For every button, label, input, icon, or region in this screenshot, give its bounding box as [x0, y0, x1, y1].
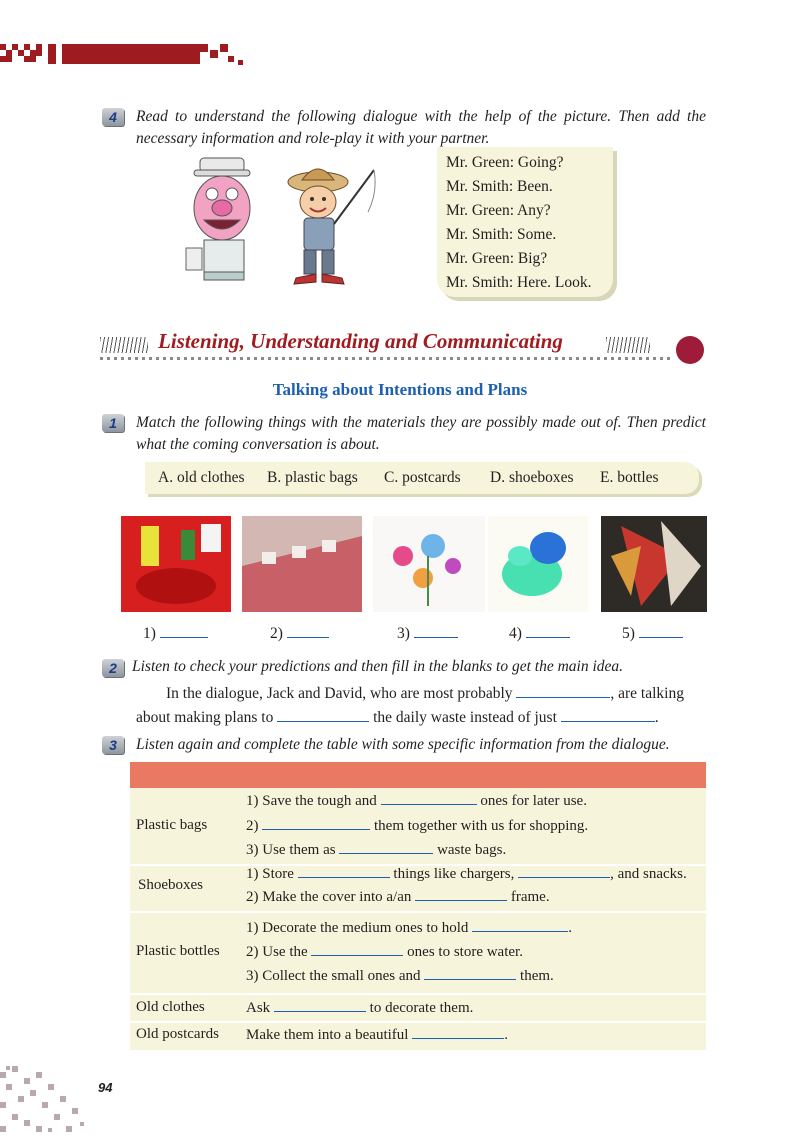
banner-pixel [24, 56, 36, 62]
page-number: 94 [98, 1080, 113, 1095]
photo-2-image [242, 516, 362, 612]
table-text: them. [520, 968, 554, 984]
option-a: A. old clothes [158, 469, 245, 486]
table-row-line [246, 1026, 508, 1044]
banner-pixel [36, 44, 42, 56]
answer-3 [397, 625, 458, 643]
section-title: Listening, Understanding and Communicating [158, 329, 563, 353]
banner-pixel [48, 44, 56, 64]
dialogue-line: Mr. Green: Any? [446, 202, 551, 219]
activity-1-badge: 1 [102, 414, 124, 432]
answer-label: 4) [509, 625, 522, 642]
dialogue-line: Mr. Green: Going? [446, 154, 564, 171]
table-text: Ask [246, 1000, 271, 1016]
activity-2-instruction: Listen to check your predictions and then fill in the blanks to get the main idea. [132, 658, 624, 675]
dotted-divider [100, 357, 672, 360]
table-row-line [246, 943, 523, 961]
table-text: 2) Use the [246, 944, 308, 960]
main-idea-blank[interactable] [561, 709, 655, 722]
photo-3 [373, 516, 485, 612]
activity-3-badge: 3 [102, 736, 124, 754]
main-idea-text: the daily waste instead of just [373, 709, 557, 726]
table-text: things like chargers, [393, 866, 515, 882]
answer-blank[interactable] [287, 625, 329, 638]
answer-label: 2) [270, 625, 283, 642]
main-idea-text: , are talking [610, 685, 684, 702]
answer-label: 3) [397, 625, 410, 642]
table-text: 1) Store [246, 866, 294, 882]
answer-blank[interactable] [160, 625, 208, 638]
photo-4-image [488, 516, 588, 612]
table-text: ones for later use. [480, 793, 587, 809]
photo-5-image [601, 516, 707, 612]
table-row-line [246, 865, 687, 883]
table-blank[interactable] [472, 919, 568, 932]
main-idea-blank[interactable] [277, 709, 369, 722]
table-row-divider [130, 911, 706, 913]
heading-hatch-left [100, 337, 148, 353]
dialogue-line: Mr. Smith: Some. [446, 226, 557, 243]
banner-pixel [200, 44, 208, 52]
photo-1 [121, 516, 231, 612]
table-row-line [246, 888, 550, 906]
table-text: them together with us for shopping. [374, 818, 589, 834]
answer-label: 1) [143, 625, 156, 642]
dialogue-line: Mr. Green: Big? [446, 250, 548, 267]
table-row-item: Old clothes [136, 999, 205, 1015]
table-row-line [246, 999, 473, 1017]
table-blank[interactable] [415, 888, 507, 901]
answer-blank[interactable] [414, 625, 458, 638]
table-text: to decorate them. [369, 1000, 474, 1016]
table-text: 2) [246, 818, 259, 834]
main-idea-line-1 [166, 683, 684, 705]
photo-3-image [373, 516, 485, 612]
table-text: 1) Decorate the medium ones to hold [246, 920, 469, 936]
dialogue-line: Mr. Smith: Been. [446, 178, 553, 195]
table-row-line [246, 967, 554, 985]
answer-label: 5) [622, 625, 635, 642]
table-text: waste bags. [437, 842, 507, 858]
table-text: ones to store water. [407, 944, 523, 960]
table-blank[interactable] [381, 792, 477, 805]
table-blank[interactable] [298, 865, 390, 878]
footer-pixel-pattern [0, 1066, 92, 1138]
cartoon-fishermen-illustration [178, 152, 378, 292]
table-text: 3) Use them as [246, 842, 336, 858]
table-blank[interactable] [412, 1026, 504, 1039]
table-text: 2) Make the cover into a/an [246, 889, 412, 905]
table-row-item: Plastic bags [136, 817, 208, 833]
table-row-line [246, 817, 588, 835]
table-row-divider [130, 993, 706, 995]
answer-2 [270, 625, 329, 643]
activity-2-badge: 2 [102, 659, 124, 677]
answer-blank[interactable] [639, 625, 683, 638]
section-subtitle: Talking about Intentions and Plans [272, 380, 528, 399]
activity-1-instruction: Match the following things with the materials they are possibly made out of. Then predict what the coming conversation is about. [136, 414, 706, 453]
option-e: E. bottles [600, 469, 659, 486]
table-text: , and snacks. [610, 866, 687, 882]
table-row-line [246, 919, 572, 937]
table-header [130, 762, 706, 788]
table-text: 3) Collect the small ones and [246, 968, 421, 984]
banner-pixel [238, 60, 243, 65]
photo-2 [242, 516, 362, 612]
table-text: . [568, 920, 572, 936]
table-row-item: Plastic bottles [136, 943, 220, 959]
table-blank[interactable] [339, 841, 433, 854]
table-blank[interactable] [262, 817, 370, 830]
mr-green-figure [186, 158, 250, 280]
main-idea-text: . [654, 709, 659, 726]
table-text: 1) Save the tough and [246, 793, 377, 809]
table-blank[interactable] [274, 999, 366, 1012]
table-row-item: Old postcards [136, 1026, 219, 1042]
table-blank[interactable] [518, 865, 610, 878]
answer-5 [622, 625, 683, 643]
activity-4-badge: 4 [102, 108, 124, 126]
banner-bar [62, 44, 200, 64]
table-row-divider [130, 1021, 706, 1023]
answer-blank[interactable] [526, 625, 570, 638]
table-blank[interactable] [424, 967, 516, 980]
table-row-line [246, 792, 587, 810]
main-idea-text: about making plans to [136, 709, 274, 726]
photo-4 [488, 516, 588, 612]
banner-pixel [228, 56, 234, 62]
table-row-line [246, 841, 506, 859]
activity-4-instruction: Read to understand the following dialogue with the help of the picture. Then add the necessary information and role-play it with your partner. [136, 108, 706, 147]
banner-pixel [0, 56, 12, 62]
heading-hatch-right [606, 337, 650, 353]
photo-5 [601, 516, 707, 612]
activity-3-instruction: Listen again and complete the table with some specific information from the dialogue. [136, 736, 670, 753]
option-b: B. plastic bags [267, 469, 358, 486]
table-text: Make them into a beautiful [246, 1027, 409, 1043]
main-idea-text: In the dialogue, Jack and David, who are most probably [166, 685, 513, 702]
option-c: C. postcards [384, 469, 461, 486]
section-circle-icon [676, 336, 704, 364]
photo-1-image [121, 516, 231, 612]
answer-4 [509, 625, 570, 643]
banner-pixel [220, 44, 228, 52]
answer-1 [143, 625, 208, 643]
main-idea-blank[interactable] [516, 685, 610, 698]
banner-pixel [210, 50, 218, 58]
main-idea-line-2 [136, 707, 659, 729]
table-text: . [504, 1027, 508, 1043]
option-d: D. shoeboxes [490, 469, 574, 486]
table-blank[interactable] [311, 943, 403, 956]
dialogue-line: Mr. Smith: Here. Look. [446, 274, 592, 291]
mr-smith-figure [288, 169, 375, 284]
table-row-item: Shoeboxes [138, 877, 203, 893]
table-text: frame. [510, 889, 550, 905]
